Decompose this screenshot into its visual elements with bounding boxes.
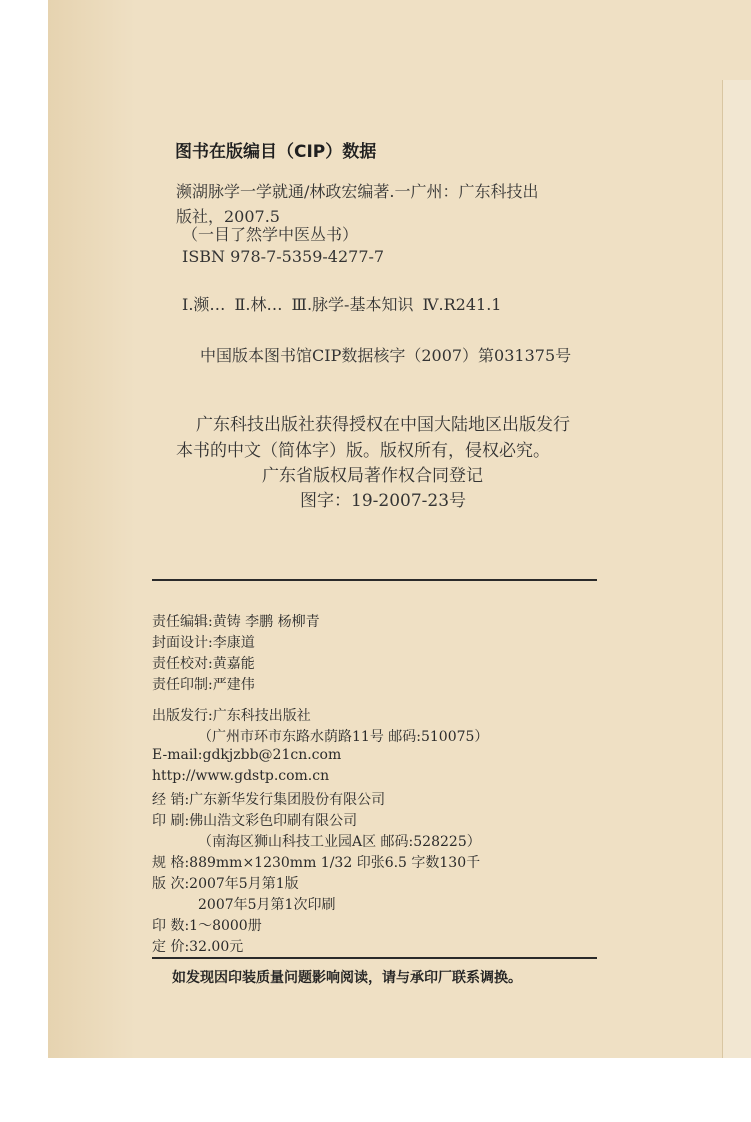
cip-number: 中国版本图书馆CIP数据核字（2007）第031375号 (200, 346, 572, 365)
cip-series-line: （一目了然学中医丛书） (182, 225, 359, 244)
notice-line-1: 广东科技出版社获得授权在中国大陆地区出版发行 (196, 415, 570, 435)
proofreading-line: 责任校对:黄嘉能 (152, 656, 255, 672)
footer-notice: 如发现因印装质量问题影响阅读，请与承印厂联系调换。 (172, 970, 522, 986)
page-edge (722, 80, 751, 1058)
printer-line: 印 刷:佛山浩文彩色印刷有限公司 (152, 813, 358, 829)
cip-heading: 图书在版编目（CIP）数据 (175, 142, 377, 162)
edition-line: 版 次:2007年5月第1版 (152, 876, 299, 892)
price-line: 定 价:32.00元 (152, 939, 244, 955)
divider-top (152, 579, 597, 581)
publisher-address: （广州市环市东路水荫路11号 邮码:510075） (198, 729, 489, 745)
editors-line: 责任编辑:黄铸 李鹏 杨柳青 (152, 614, 320, 630)
cip-title-line: 濒湖脉学一学就通/林政宏编著.一广州：广东科技出 (176, 182, 539, 201)
printing-supervisor-line: 责任印制:严建伟 (152, 677, 255, 693)
cover-design-line: 封面设计:李康道 (152, 635, 255, 651)
printer-address: （南海区狮山科技工业园A区 邮码:528225） (198, 834, 481, 850)
print-run-line: 印 数:1～8000册 (152, 918, 262, 934)
publisher-line: 出版发行:广东科技出版社 (152, 708, 311, 724)
notice-line-2: 本书的中文（简体字）版。版权所有，侵权必究。 (176, 441, 550, 461)
specs-line: 规 格:889mm×1230mm 1/32 印张6.5 字数130千 (152, 855, 481, 871)
printing-line: 2007年5月第1次印刷 (198, 897, 336, 913)
distributor-line: 经 销:广东新华发行集团股份有限公司 (152, 792, 386, 808)
notice-line-4: 图字：19-2007-23号 (300, 491, 467, 511)
cip-isbn-line: ISBN 978-7-5359-4277-7 (182, 247, 385, 266)
book-page (48, 0, 751, 1058)
email-line: E-mail:gdkjzbb@21cn.com (152, 747, 342, 763)
notice-line-3: 广东省版权局著作权合同登记 (262, 466, 483, 486)
website-line: http://www.gdstp.com.cn (152, 768, 330, 784)
cip-classification: Ⅰ.濒… Ⅱ.林… Ⅲ.脉学-基本知识 Ⅳ.R241.1 (182, 295, 502, 314)
divider-bottom (152, 957, 597, 959)
cip-publisher-line: 版社，2007.5 (176, 207, 280, 226)
